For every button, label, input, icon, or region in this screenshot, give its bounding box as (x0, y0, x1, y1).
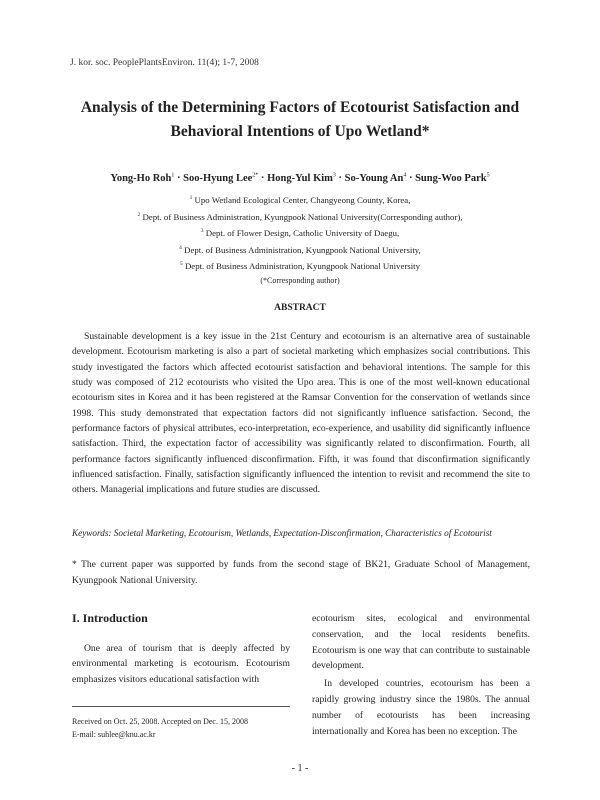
intro-paragraph-1: ecotourism sites, ecological and environmental conservation, and the local residents benefits. Ecotourism is one way that can contribute to sustainable development. (312, 613, 530, 672)
received-dates: Received on Oct. 25, 2008. Accepted on Dec. 15, 2008 (72, 717, 248, 726)
paper-title (60, 96, 540, 144)
keywords: Keywords: Societal Marketing, Ecotourism, Wetlands, Expectation-Disconfirmation, Characteristics of Ecotourist (72, 528, 492, 538)
page-number: - 1 - (291, 763, 309, 774)
abstract-heading: ABSTRACT (274, 303, 326, 313)
journal-citation: J. kor. soc. PeoplePlantsEnviron. 11(4); 1-7, 2008 (70, 58, 259, 68)
affiliation: $^1$ Upo Wetland Ecological Center, Changyeong County, Korea, (189, 194, 411, 205)
corresponding-note: (*Corresponding author) (260, 275, 340, 285)
author-list: Yong-Ho Roh$^1$ · Soo-Hyung Lee$^{2*}$ · Hong-Yul Kim$^3$ · So-Young $An^4$ · Sung-Woo Park$^5$ (110, 172, 490, 184)
intro-right-column (312, 611, 530, 739)
affiliation-list (60, 191, 540, 288)
author: So-Young An$^4$ (344, 172, 407, 184)
author: Soo-Hyung Lee$^{2*}$ (183, 172, 259, 184)
footnote-divider (72, 706, 290, 707)
affiliation: $^5$ Dept. of Business Administration, Kyungpook National University (179, 260, 420, 271)
affiliation: $^4$ Dept. of Business Administration, Kyungpook National University, (179, 244, 421, 255)
affiliation: $^3$ Dept. of Flower Design, Catholic University of Daegu, (200, 227, 400, 238)
author: Sung-Woo Park$^5$ (415, 172, 490, 184)
received-info (72, 716, 248, 741)
author: Yong-Ho Roh$^1$ (110, 172, 175, 184)
title-line-2: Behavioral Intentions of Upo Wetland* (170, 123, 430, 140)
affiliation: $^2$ Dept. of Business Administration, Kyungpook National University(Corresponding author), (137, 211, 463, 222)
title-line-1: Analysis of the Determining Factors of Ecotourist Satisfaction and (80, 99, 520, 116)
author: Hong-Yul Kim$^3$ (267, 172, 336, 184)
email: E-mail: suhlee@knu.ac.kr (72, 729, 156, 739)
funding-note: * The current paper was supported by funds from the second stage of BK21, Graduate School of Management, Kyungpook National University. (72, 559, 530, 586)
intro-left-column: One area of tourism that is deeply affected by environmental marketing is ecotourism. Ecotourism emphasizes visitors educational satisfaction with (72, 643, 290, 685)
abstract-text: Sustainable development is a key issue in the 21st Century and ecotourism is an alternative area of sustainable development. Ecotourism marketing is also a part of societal marketing which emphasizes social contributions. This study investigated the factors which affected ecotourist satisfaction and behavioral intentions. The sample for this study was composed of 212 ecotourists who visited the Upo area. This is one of the most well-known educational ecotourism sites in Korea and it has been registered at the Ramsar Convention for the conservation of wetlands since 1998. This study demonstrated that expectation factors did not significantly influence satisfaction. Second, the performance factors of physical attributes, eco-interpretation, eco-experience, and usability did significantly influence satisfaction. Third, the expectation factor of accessibility was significantly related to disconfirmation. Fourth, all performance factors significantly influenced disconfirmation. Fifth, it was found that disconfirmation significantly influenced satisfaction. Finally, satisfaction significantly influenced the intention to revisit and recommend the site to others. Managerial implications and future studies are discussed. (72, 331, 530, 496)
intro-paragraph-2: In developed countries, ecotourism has been a rapidly growing industry since the 1980s. The annual number of ecotourists has been increasing internationally and Korea has been no exception. The (312, 678, 530, 737)
section-heading: I. Introduction (72, 611, 148, 625)
